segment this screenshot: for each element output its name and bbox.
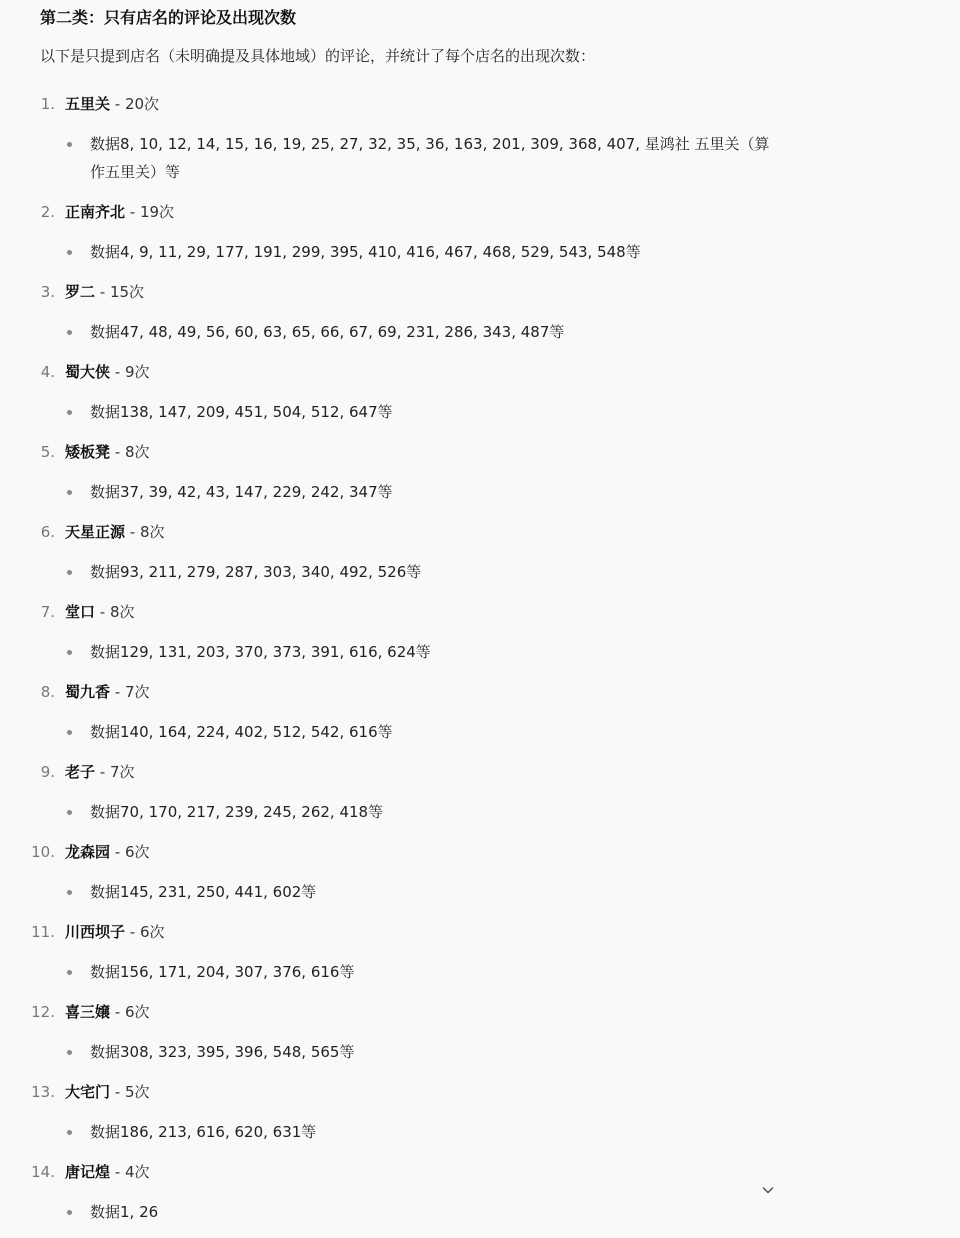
- occurrence-count: - 6次: [110, 843, 150, 861]
- list-item-detail: [0, 558, 780, 586]
- list-item: [0, 278, 800, 346]
- list-item-number: 1.: [40, 95, 55, 113]
- list-item-detail: [0, 638, 780, 666]
- list-item: [0, 90, 800, 186]
- store-name-text: 蜀大侠: [65, 363, 111, 381]
- store-name-text: 蜀九香: [65, 683, 111, 701]
- detail-text: 数据8, 10, 12, 14, 15, 16, 19, 25, 27, 32, 35, 36, 163, 201, 309, 368, 407, 星鸿社 五里关（算作五里关）等: [90, 135, 770, 181]
- store-name-text: 喜三嬢: [65, 1003, 111, 1021]
- list-item-number: 11.: [31, 923, 55, 941]
- occurrence-count: - 15次: [95, 283, 145, 301]
- list-item-header: [0, 438, 800, 466]
- intro-text: 以下是只提到店名（未明确提及具体地域）的评论，并统计了每个店名的出现次数：: [40, 47, 596, 65]
- detail-text: 数据4, 9, 11, 29, 177, 191, 299, 395, 410, 416, 467, 468, 529, 543, 548等: [90, 243, 641, 261]
- list-item-number: 7.: [40, 603, 55, 621]
- list-item-header: [0, 1158, 800, 1186]
- list-item: [0, 998, 800, 1066]
- list-item: [0, 438, 800, 506]
- list-item-header: [0, 678, 800, 706]
- list-item: [0, 678, 800, 746]
- occurrence-count: - 20次: [110, 95, 160, 113]
- list-item-number: 5.: [40, 443, 55, 461]
- store-name: [65, 678, 150, 706]
- list-item-header: [0, 998, 800, 1026]
- store-name-text: 罗二: [65, 283, 96, 301]
- store-name-text: 老子: [65, 763, 96, 781]
- store-name-text: 堂口: [65, 603, 96, 621]
- detail-text: 数据93, 211, 279, 287, 303, 340, 492, 526等: [90, 563, 422, 581]
- occurrence-count: - 9次: [110, 363, 150, 381]
- detail-text: 数据156, 171, 204, 307, 376, 616等: [90, 963, 355, 981]
- list-item-number: 4.: [40, 363, 55, 381]
- list-item-detail: [0, 238, 780, 266]
- list-item-detail: [0, 1038, 780, 1066]
- occurrence-count: - 4次: [110, 1163, 150, 1181]
- list-item: [0, 758, 800, 826]
- list-item-header: [0, 358, 800, 386]
- store-name: [65, 358, 150, 386]
- list-item: [0, 918, 800, 986]
- list-item-header: [0, 90, 800, 118]
- bullet-icon: [67, 970, 72, 975]
- list-item-detail: [0, 958, 780, 986]
- detail-text: 数据140, 164, 224, 402, 512, 542, 616等: [90, 723, 393, 741]
- list-item-header: [0, 758, 800, 786]
- list-item-detail: [0, 798, 780, 826]
- occurrence-count: - 5次: [110, 1083, 150, 1101]
- bullet-icon: [67, 250, 72, 255]
- store-count-list: [0, 90, 800, 1238]
- bullet-icon: [67, 650, 72, 655]
- occurrence-count: - 6次: [125, 923, 165, 941]
- list-item: [0, 1078, 800, 1146]
- store-name-text: 龙森园: [65, 843, 111, 861]
- occurrence-count: - 8次: [95, 603, 135, 621]
- occurrence-count: - 7次: [95, 763, 135, 781]
- bullet-icon: [67, 570, 72, 575]
- list-item-number: 8.: [40, 683, 55, 701]
- store-name-text: 大宅门: [65, 1083, 111, 1101]
- section-heading: 第二类：只有店名的评论及出现次数: [40, 8, 297, 27]
- store-name-text: 唐记煌: [65, 1163, 111, 1181]
- store-name-text: 天星正源: [65, 523, 126, 541]
- occurrence-count: - 7次: [110, 683, 150, 701]
- list-item: [0, 598, 800, 666]
- store-name-text: 五里关: [65, 95, 111, 113]
- list-item-detail: [0, 398, 780, 426]
- store-name: [65, 90, 159, 118]
- detail-text: 数据186, 213, 616, 620, 631等: [90, 1123, 317, 1141]
- detail-text: 数据47, 48, 49, 56, 60, 63, 65, 66, 67, 69, 231, 286, 343, 487等: [90, 323, 565, 341]
- store-name: [65, 1158, 150, 1186]
- occurrence-count: - 6次: [110, 1003, 150, 1021]
- detail-text: 数据37, 39, 42, 43, 147, 229, 242, 347等: [90, 483, 393, 501]
- list-item-detail: [0, 318, 780, 346]
- bullet-icon: [67, 410, 72, 415]
- list-item-detail: [0, 878, 780, 906]
- list-item-header: [0, 518, 800, 546]
- list-item-header: [0, 1078, 800, 1106]
- detail-text: 数据308, 323, 395, 396, 548, 565等: [90, 1043, 355, 1061]
- list-item-number: 12.: [31, 1003, 55, 1021]
- list-item-number: 9.: [40, 763, 55, 781]
- list-item-header: [0, 838, 800, 866]
- store-name-text: 矮板凳: [65, 443, 111, 461]
- list-item-number: 14.: [31, 1163, 55, 1181]
- list-item-detail: [0, 1118, 780, 1146]
- scroll-to-bottom-button[interactable]: [754, 1177, 782, 1203]
- chevron-down-icon: [761, 1183, 775, 1197]
- store-name-text: 正南齐北: [65, 203, 126, 221]
- store-name: [65, 518, 165, 546]
- list-item-header: [0, 278, 800, 306]
- bullet-icon: [67, 330, 72, 335]
- list-item-detail: [0, 718, 780, 746]
- bullet-icon: [67, 730, 72, 735]
- list-item-header: [0, 918, 800, 946]
- list-item-header: [0, 198, 800, 226]
- list-item: [0, 358, 800, 426]
- store-name: [65, 598, 135, 626]
- store-name: [65, 758, 135, 786]
- list-item-detail: [0, 1198, 780, 1226]
- list-item-number: 2.: [40, 203, 55, 221]
- detail-text: 数据129, 131, 203, 370, 373, 391, 616, 624等: [90, 643, 431, 661]
- list-item: [0, 518, 800, 586]
- store-name: [65, 998, 150, 1026]
- store-name: [65, 838, 150, 866]
- bullet-icon: [67, 1050, 72, 1055]
- detail-text: 数据70, 170, 217, 239, 245, 262, 418等: [90, 803, 384, 821]
- bullet-icon: [67, 1210, 72, 1215]
- list-item-detail: [0, 478, 780, 506]
- list-item-number: 10.: [31, 843, 55, 861]
- store-name: [65, 278, 144, 306]
- list-item-number: 13.: [31, 1083, 55, 1101]
- bullet-icon: [67, 810, 72, 815]
- list-item-header: [0, 598, 800, 626]
- detail-text: 数据145, 231, 250, 441, 602等: [90, 883, 317, 901]
- detail-text: 数据138, 147, 209, 451, 504, 512, 647等: [90, 403, 393, 421]
- store-name: [65, 438, 150, 466]
- bullet-icon: [67, 142, 72, 147]
- occurrence-count: - 8次: [110, 443, 150, 461]
- store-name: [65, 198, 174, 226]
- list-item-number: 3.: [40, 283, 55, 301]
- bullet-icon: [67, 890, 72, 895]
- bullet-icon: [67, 1130, 72, 1135]
- list-item-detail: [0, 130, 780, 186]
- store-name: [65, 918, 165, 946]
- detail-text: 数据1, 26: [90, 1203, 159, 1221]
- list-item: [0, 838, 800, 906]
- occurrence-count: - 19次: [125, 203, 175, 221]
- store-name: [65, 1078, 150, 1106]
- list-item: [0, 198, 800, 266]
- occurrence-count: - 8次: [125, 523, 165, 541]
- store-name-text: 川西坝子: [65, 923, 126, 941]
- bullet-icon: [67, 490, 72, 495]
- list-item-number: 6.: [40, 523, 55, 541]
- list-item: [0, 1158, 800, 1226]
